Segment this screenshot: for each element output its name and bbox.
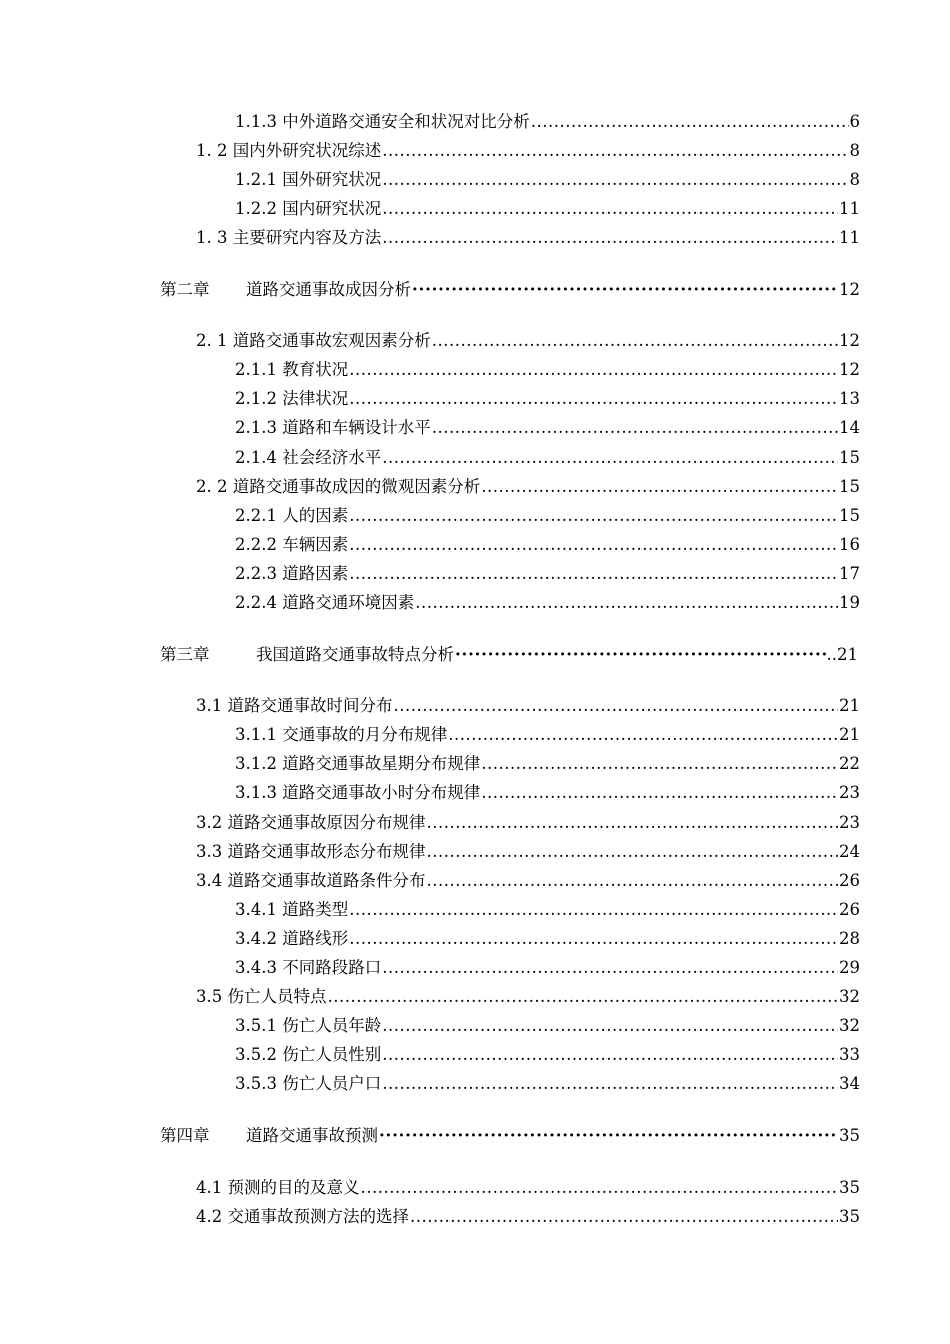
toc-leader	[382, 1044, 838, 1066]
toc-entry[interactable]	[235, 1073, 860, 1095]
toc-entry-title: 3.4.2 道路线形	[235, 929, 349, 948]
toc-entry[interactable]	[235, 1044, 860, 1066]
toc-entry-page: 17	[839, 564, 860, 583]
toc-leader	[448, 724, 838, 746]
toc-entry[interactable]	[235, 928, 860, 950]
toc-entry-page: 15	[839, 477, 860, 496]
toc-leader	[349, 928, 838, 950]
toc-leader	[412, 279, 838, 301]
toc-entry-page: 28	[839, 929, 860, 948]
toc-entry-title: 3.5 伤亡人员特点	[196, 987, 327, 1006]
toc-entry-page: 35	[839, 1178, 860, 1197]
toc-leader	[394, 695, 839, 717]
toc-entry-title: 2.1.3 道路和车辆设计水平	[235, 418, 431, 437]
toc-entry[interactable]	[235, 198, 860, 220]
toc-entry-title: 2.1.1 教育状况	[235, 360, 349, 379]
toc-entry-title: 3.1.2 道路交通事故星期分布规律	[235, 754, 481, 773]
toc-entry-title: 2.2.3 道路因素	[235, 564, 349, 583]
toc-entry-title: 4.1 预测的目的及意义	[196, 1178, 360, 1197]
toc-entry-page: 23	[839, 813, 860, 832]
toc-entry[interactable]	[235, 899, 860, 921]
toc-entry[interactable]	[235, 957, 860, 979]
toc-entry[interactable]	[235, 592, 860, 614]
toc-entry-title: 2.1.4 社会经济水平	[235, 448, 382, 467]
toc-entry-page: 23	[839, 783, 860, 802]
toc-entry-title: 3.2 道路交通事故原因分布规律	[196, 813, 426, 832]
toc-leader	[349, 388, 838, 410]
toc-leader	[455, 644, 826, 666]
toc-entry-page: 26	[839, 871, 860, 890]
toc-entry-page: 12	[839, 360, 860, 379]
toc-entry-title: 3.3 道路交通事故形态分布规律	[196, 842, 426, 861]
toc-leader	[382, 1073, 838, 1095]
toc-entry[interactable]	[196, 870, 860, 892]
toc-leader	[349, 899, 838, 921]
toc-entry-title: 2.2.4 道路交通环境因素	[235, 593, 415, 612]
toc-entry-title: 3.5.2 伤亡人员性别	[235, 1045, 382, 1064]
toc-entry-title: 2. 2 道路交通事故成因的微观因素分析	[196, 477, 481, 496]
toc-leader	[382, 957, 838, 979]
chapter-page: 12	[839, 280, 860, 299]
toc-entry[interactable]	[235, 388, 860, 410]
toc-leader	[410, 1206, 838, 1228]
toc-leader	[432, 417, 838, 439]
toc-entry[interactable]	[235, 417, 860, 439]
chapter-title: 道路交通事故预测	[246, 1126, 378, 1145]
toc-entry[interactable]	[196, 841, 860, 863]
toc-entry-page: 21	[839, 725, 860, 744]
toc-entry-title: 1. 3 主要研究内容及方法	[196, 228, 382, 247]
toc-entry[interactable]	[235, 724, 860, 746]
toc-entry-page: 34	[839, 1074, 860, 1093]
toc-entry[interactable]	[196, 476, 860, 498]
chapter-page: ..21	[826, 645, 858, 664]
chapter-page: 35	[839, 1126, 860, 1145]
toc-entry-title: 2.1.2 法律状况	[235, 389, 349, 408]
toc-entry-page: 13	[839, 389, 860, 408]
toc-entry-page: 35	[839, 1207, 860, 1226]
toc-entry-title: 2. 1 道路交通事故宏观因素分析	[196, 331, 431, 350]
toc-entry[interactable]	[235, 447, 860, 469]
toc-entry[interactable]	[235, 753, 860, 775]
toc-entry-page: 21	[839, 696, 860, 715]
toc-leader	[382, 1015, 838, 1037]
toc-entry-page: 15	[839, 506, 860, 525]
toc-entry-page: 26	[839, 900, 860, 919]
toc-entry-title: 4.2 交通事故预测方法的选择	[196, 1207, 409, 1226]
toc-leader	[328, 986, 839, 1008]
toc-entry-title: 3.4.3 不同路段路口	[235, 958, 382, 977]
toc-entry[interactable]	[196, 330, 860, 352]
toc-entry-title: 1.2.1 国外研究状况	[235, 170, 382, 189]
toc-chapter-entry[interactable]	[160, 1125, 860, 1147]
toc-entry-page: 32	[839, 987, 860, 1006]
toc-entry[interactable]	[196, 140, 860, 162]
toc-entry[interactable]	[235, 782, 860, 804]
toc-entry[interactable]	[235, 169, 860, 191]
toc-entry[interactable]	[196, 1177, 860, 1199]
toc-entry-page: 11	[839, 199, 860, 218]
toc-entry[interactable]	[196, 812, 860, 834]
toc-entry[interactable]	[235, 359, 860, 381]
toc-entry[interactable]	[235, 505, 860, 527]
toc-entry-title: 3.1.1 交通事故的月分布规律	[235, 725, 448, 744]
toc-entry-title: 1.2.2 国内研究状况	[235, 199, 382, 218]
toc-entry-page: 8	[849, 141, 860, 160]
toc-entry-page: 16	[839, 535, 860, 554]
toc-leader	[349, 359, 838, 381]
toc-chapter-entry[interactable]	[160, 644, 858, 666]
toc-entry[interactable]	[196, 227, 860, 249]
toc-entry-page: 12	[839, 331, 860, 350]
toc-entry[interactable]	[196, 986, 860, 1008]
toc-entry-page: 6	[849, 112, 860, 131]
toc-entry-page: 32	[839, 1016, 860, 1035]
toc-leader	[382, 198, 838, 220]
toc-leader	[361, 1177, 839, 1199]
toc-entry[interactable]	[196, 695, 860, 717]
toc-entry-title: 3.5.1 伤亡人员年龄	[235, 1016, 382, 1035]
toc-entry-title: 1. 2 国内外研究状况综述	[196, 141, 382, 160]
toc-leader	[427, 870, 839, 892]
toc-entry[interactable]	[235, 534, 860, 556]
toc-leader	[382, 140, 848, 162]
toc-entry-page: 14	[839, 418, 860, 437]
toc-entry-title: 3.1.3 道路交通事故小时分布规律	[235, 783, 481, 802]
chapter-title: 我国道路交通事故特点分析	[256, 645, 454, 664]
toc-entry-page: 15	[839, 448, 860, 467]
toc-entry[interactable]	[235, 111, 860, 133]
toc-entry[interactable]	[235, 563, 860, 585]
toc-leader	[427, 841, 839, 863]
toc-entry-page: 22	[839, 754, 860, 773]
toc-entry[interactable]	[196, 1206, 860, 1228]
toc-leader	[349, 505, 838, 527]
toc-leader	[349, 534, 838, 556]
chapter-number: 第四章	[160, 1126, 210, 1145]
toc-entry-page: 33	[839, 1045, 860, 1064]
toc-entry-page: 24	[839, 842, 860, 861]
toc-entry[interactable]	[235, 1015, 860, 1037]
toc-leader	[379, 1125, 838, 1147]
toc-leader	[382, 227, 838, 249]
toc-entry-title: 2.2.2 车辆因素	[235, 535, 349, 554]
toc-leader	[382, 169, 848, 191]
toc-entry-page: 29	[839, 958, 860, 977]
toc-leader	[382, 447, 838, 469]
toc-entry-title: 2.2.1 人的因素	[235, 506, 349, 525]
toc-leader	[481, 476, 838, 498]
toc-chapter-entry[interactable]	[160, 279, 860, 301]
toc-entry-page: 19	[839, 593, 860, 612]
toc-entry-title: 3.4.1 道路类型	[235, 900, 349, 919]
toc-leader	[349, 563, 838, 585]
toc-leader	[432, 330, 838, 352]
toc-leader	[415, 592, 838, 614]
toc-leader	[481, 753, 838, 775]
toc-entry-title: 3.4 道路交通事故道路条件分布	[196, 871, 426, 890]
toc-leader	[427, 812, 839, 834]
toc-entry-title: 3.1 道路交通事故时间分布	[196, 696, 393, 715]
toc-entry-page: 11	[839, 228, 860, 247]
toc-leader	[531, 111, 849, 133]
toc-leader	[481, 782, 838, 804]
toc-entry-title: 1.1.3 中外道路交通安全和状况对比分析	[235, 112, 530, 131]
toc-entry-page: 8	[849, 170, 860, 189]
chapter-title: 道路交通事故成因分析	[246, 280, 411, 299]
chapter-number: 第三章	[160, 645, 210, 664]
toc-entry-title: 3.5.3 伤亡人员户口	[235, 1074, 382, 1093]
chapter-number: 第二章	[160, 280, 210, 299]
